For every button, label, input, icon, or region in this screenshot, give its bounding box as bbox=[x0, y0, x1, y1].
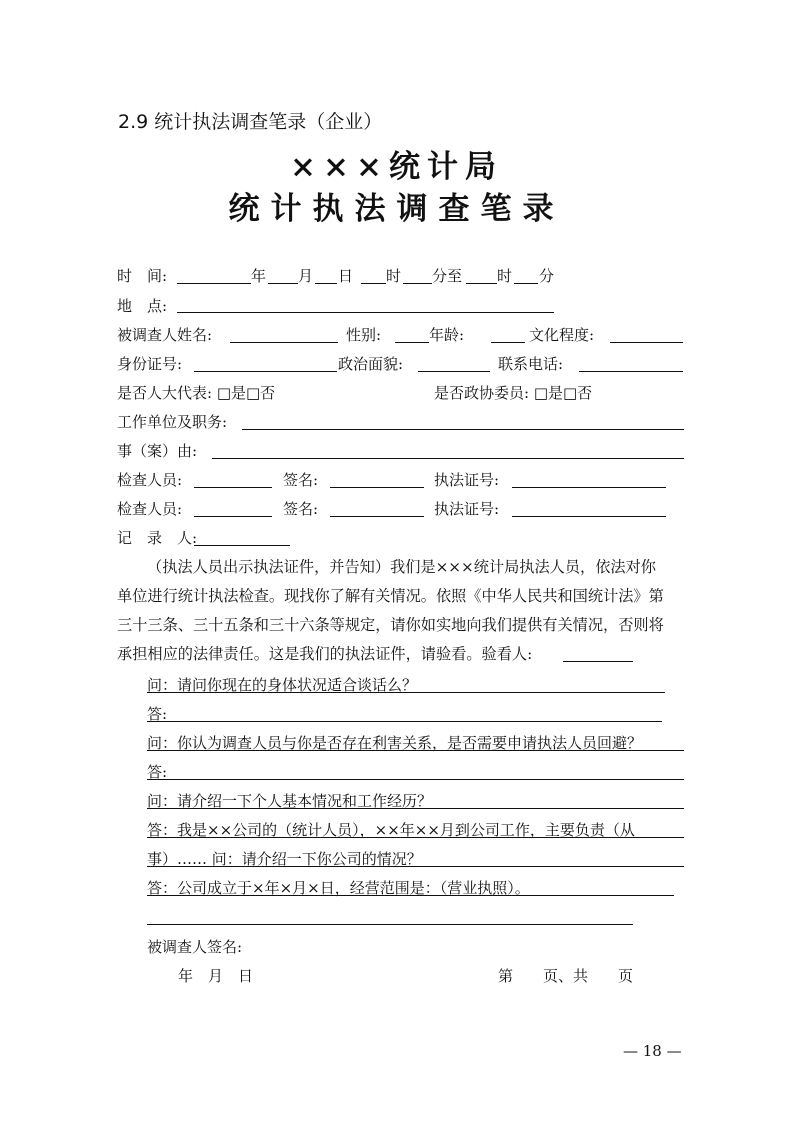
work-label: 工作单位及职务: bbox=[117, 413, 228, 431]
inspector2-field[interactable] bbox=[194, 516, 272, 517]
section-title: 2.9 统计执法调查笔录（企业） bbox=[118, 111, 383, 133]
qa-line-8: 答：公司成立于×年×月×日，经营范围是：（营业执照）。 bbox=[147, 879, 530, 897]
recorder-field[interactable] bbox=[194, 545, 290, 546]
qa-underline-7 bbox=[147, 866, 684, 867]
doc-title-agency: ×××统计局 bbox=[290, 149, 503, 185]
doc-title-record: 统计执法调查笔录 bbox=[228, 191, 565, 227]
cppcc-checkbox-row[interactable]: 是否政协委员: □是□否 bbox=[434, 384, 593, 402]
education-field[interactable] bbox=[610, 342, 683, 343]
cert2-field[interactable] bbox=[512, 516, 666, 517]
place-label: 地 点: bbox=[117, 297, 168, 315]
month-label: 月 bbox=[298, 267, 314, 285]
qa-line-6: 答：我是××公司的（统计人员），××年××月到公司工作，主要负责（从 bbox=[147, 821, 635, 839]
qa-underline-6 bbox=[147, 837, 684, 838]
gender-label: 性别: bbox=[346, 326, 382, 344]
inspector1-field[interactable] bbox=[194, 487, 272, 488]
qa-underline-5 bbox=[147, 808, 684, 809]
recorder-label: 记 录 人: bbox=[117, 529, 198, 547]
npc-checkbox-row[interactable]: 是否人大代表: □是□否 bbox=[117, 384, 276, 402]
education-label: 文化程度: bbox=[529, 326, 595, 344]
hour2-field[interactable] bbox=[466, 283, 497, 284]
phone-label: 联系电话: bbox=[498, 355, 564, 373]
signature-label: 被调查人签名: bbox=[147, 938, 243, 956]
time-label: 时 间: bbox=[117, 267, 168, 285]
notice-line-2: 单位进行统计执法检查。现找你了解有关情况。依照《中华人民共和国统计法》第 bbox=[117, 587, 664, 605]
place-field[interactable] bbox=[177, 312, 554, 313]
qa-underline-4[interactable] bbox=[147, 779, 684, 780]
hour2-label: 时 bbox=[497, 267, 513, 285]
gender-field[interactable] bbox=[395, 342, 429, 343]
qa-line-3: 问：你认为调查人员与你是否存在利害关系，是否需要申请执法人员回避？ bbox=[147, 734, 643, 752]
sign1-field[interactable] bbox=[330, 487, 424, 488]
cert1-label: 执法证号: bbox=[434, 471, 500, 489]
sign2-field[interactable] bbox=[330, 516, 424, 517]
viewer-field[interactable] bbox=[563, 661, 633, 662]
phone-field[interactable] bbox=[579, 371, 683, 372]
month-field[interactable] bbox=[268, 283, 298, 284]
name-field[interactable] bbox=[230, 342, 338, 343]
political-field[interactable] bbox=[418, 371, 490, 372]
date-label: 年 月 日 bbox=[178, 967, 254, 985]
cert2-label: 执法证号: bbox=[434, 500, 500, 518]
page-info: 第 页、共 页 bbox=[498, 967, 634, 985]
page-number: — 18 — bbox=[623, 1042, 682, 1060]
sign1-label: 签名: bbox=[283, 471, 319, 489]
qa-line-5: 问：请介绍一下个人基本情况和工作经历？ bbox=[147, 792, 433, 810]
case-field[interactable] bbox=[212, 458, 684, 459]
minute-to-label: 分至 bbox=[432, 267, 463, 285]
qa-underline-8 bbox=[147, 895, 674, 896]
minute2-field[interactable] bbox=[514, 283, 538, 284]
political-label: 政治面貌: bbox=[338, 355, 404, 373]
notice-line-3: 三十三条、三十五条和三十六条等规定，请你如实地向我们提供有关情况，否则将 bbox=[117, 616, 664, 634]
qa-underline-9[interactable] bbox=[147, 924, 633, 925]
qa-line-4: 答: bbox=[147, 763, 168, 781]
sign2-label: 签名: bbox=[283, 500, 319, 518]
qa-underline-2[interactable] bbox=[147, 721, 662, 722]
name-label: 被调查人姓名: bbox=[117, 326, 213, 344]
work-field[interactable] bbox=[242, 429, 684, 430]
case-label: 事（案）由: bbox=[117, 442, 198, 460]
inspector1-label: 检查人员: bbox=[117, 471, 183, 489]
qa-line-1: 问：请问你现在的身体状况适合谈话么？ bbox=[147, 676, 418, 694]
qa-line-7: 事）…… 问：请介绍一下你公司的情况？ bbox=[147, 850, 422, 868]
day-field[interactable] bbox=[315, 283, 337, 284]
notice-line-4: 承担相应的法律责任。这是我们的执法证件，请验看。验看人: bbox=[117, 645, 533, 663]
minute-field[interactable] bbox=[403, 283, 432, 284]
day-label: 日 bbox=[338, 267, 354, 285]
qa-underline-3 bbox=[147, 750, 684, 751]
age-label: 年龄: bbox=[429, 326, 465, 344]
qa-underline-1 bbox=[147, 692, 665, 693]
cert1-field[interactable] bbox=[512, 487, 666, 488]
id-field[interactable] bbox=[194, 371, 337, 372]
age-field[interactable] bbox=[491, 342, 525, 343]
id-label: 身份证号: bbox=[117, 355, 183, 373]
minute2-label: 分 bbox=[539, 267, 555, 285]
qa-line-2: 答: bbox=[147, 705, 168, 723]
year-field[interactable] bbox=[177, 283, 251, 284]
inspector2-label: 检查人员: bbox=[117, 500, 183, 518]
year-label: 年 bbox=[251, 267, 267, 285]
hour-field[interactable] bbox=[361, 283, 386, 284]
hour-label: 时 bbox=[386, 267, 402, 285]
notice-line-1: （执法人员出示执法证件，并告知）我们是×××统计局执法人员，依法对你 bbox=[147, 558, 656, 576]
